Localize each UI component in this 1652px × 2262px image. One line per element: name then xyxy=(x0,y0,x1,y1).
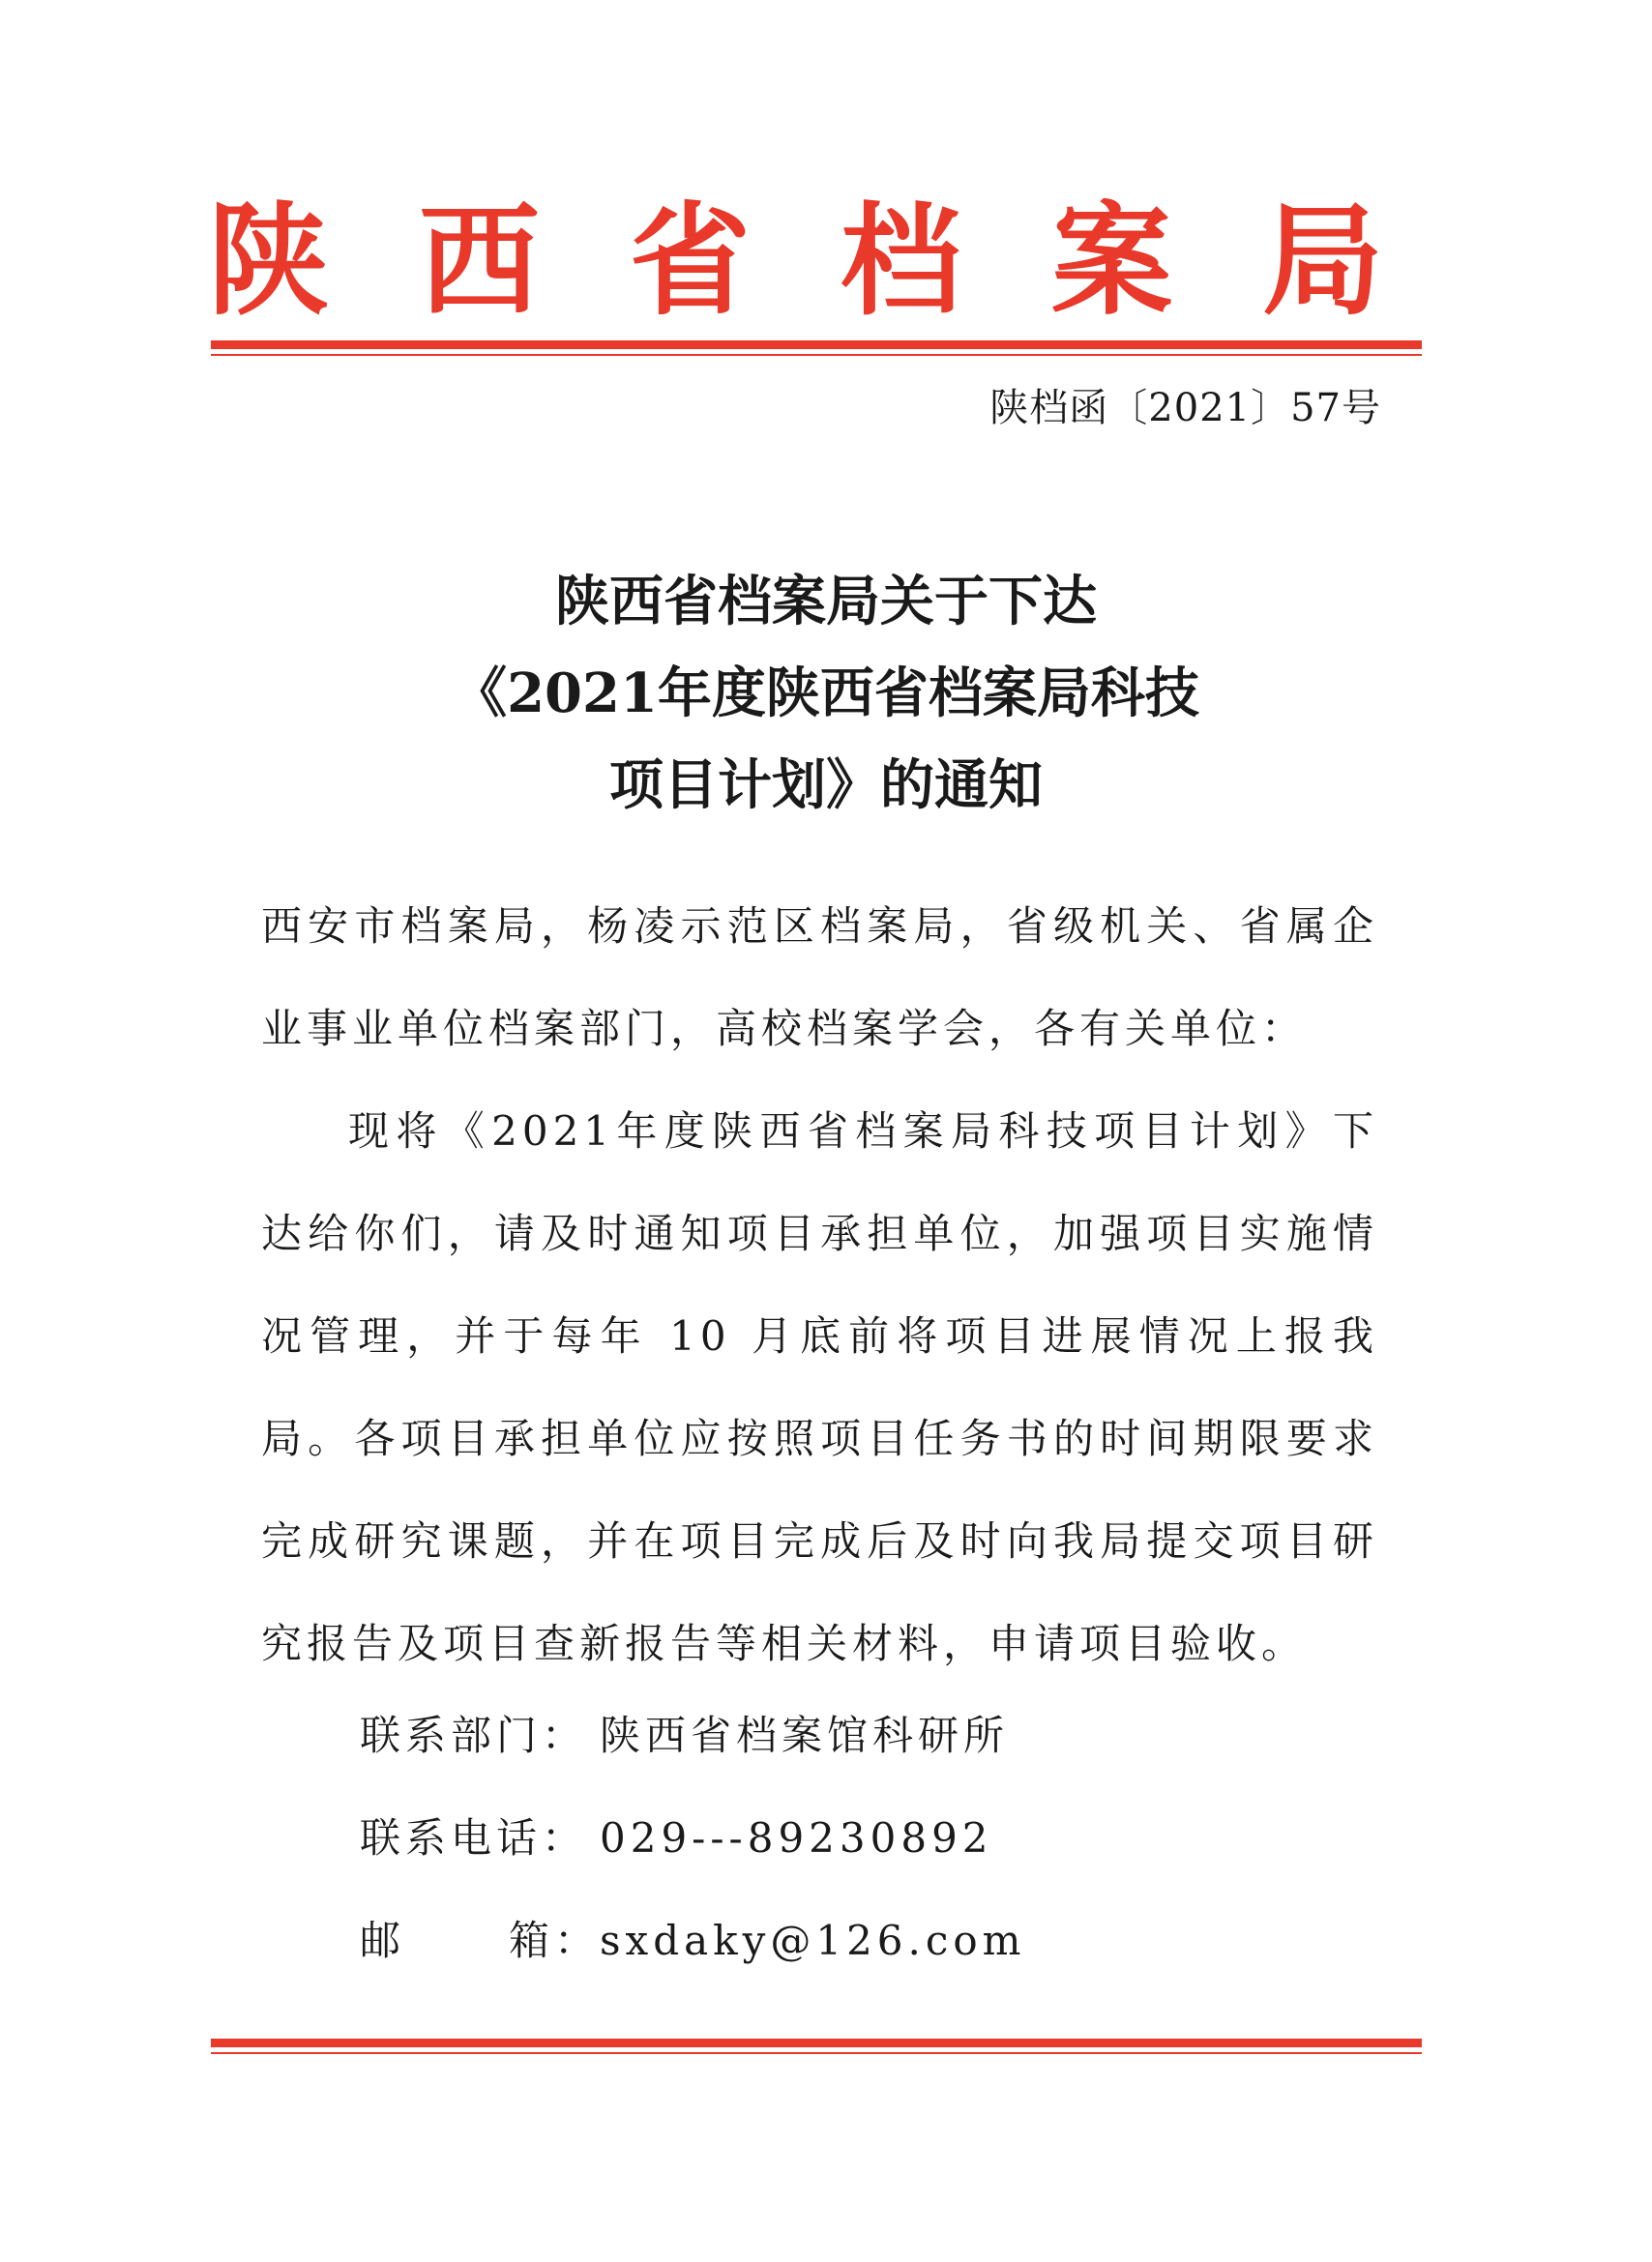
title-line-3: 项目计划》的通知 xyxy=(609,753,1043,817)
title-line-1: 陕西省档案局关于下达 xyxy=(555,570,1097,633)
contact-info xyxy=(360,1685,1026,1992)
footer-rule-thin xyxy=(211,2052,1422,2054)
masthead-char: 案 xyxy=(1051,190,1172,332)
contact-phone-label: 联系电话： xyxy=(360,1814,588,1862)
contact-email-row xyxy=(360,1890,1026,1992)
contact-email-value: sxdaky@126.com xyxy=(600,1917,1026,1964)
document-title xyxy=(0,556,1652,832)
masthead-char: 西 xyxy=(419,190,540,332)
footer-rule xyxy=(211,2039,1422,2054)
masthead-char: 档 xyxy=(841,190,961,332)
title-line-2: 《2021年度陕西省档案局科技 xyxy=(453,661,1199,725)
masthead-rule xyxy=(211,340,1422,356)
masthead-char: 局 xyxy=(1262,190,1383,332)
contact-phone-row xyxy=(360,1787,1026,1890)
footer-rule-thick xyxy=(211,2039,1422,2047)
contact-department-row xyxy=(360,1685,1026,1787)
masthead-rule-thick xyxy=(211,340,1422,349)
addressee: 西安市档案局，杨凌示范区档案局，省级机关、省属企业事业单位档案部门，高校档案学会，各有关单位： xyxy=(261,902,1378,1052)
body-paragraph: 现将《2021年度陕西省档案局科技项目计划》下达给你们，请及时通知项目承担单位，加强项目实施情况管理，并于每年 10 月底前将项目进展情况上报我局。各项目承担单位应按照项目任务书的时间期限要求完成研究课题，并在项目完成后及时向我局提交项目研究报告及项目查新报告等相关材料，申请项目验收。 xyxy=(261,1107,1378,1667)
document-number: 陕档函〔2021〕57号 xyxy=(989,386,1381,430)
masthead-char: 陕 xyxy=(208,190,329,332)
contact-department-label: 联系部门： xyxy=(360,1712,588,1759)
contact-department-value: 陕西省档案馆科研所 xyxy=(600,1712,1010,1759)
document-body xyxy=(261,875,1378,1695)
masthead-char: 省 xyxy=(630,190,751,332)
contact-email-label-b: 箱： xyxy=(508,1917,600,1964)
contact-email-label xyxy=(360,1890,600,1992)
contact-phone-value: 029---89230892 xyxy=(600,1814,993,1862)
masthead-rule-thin xyxy=(211,354,1422,356)
contact-email-label-a: 邮 xyxy=(360,1917,406,1964)
masthead xyxy=(208,190,1383,332)
